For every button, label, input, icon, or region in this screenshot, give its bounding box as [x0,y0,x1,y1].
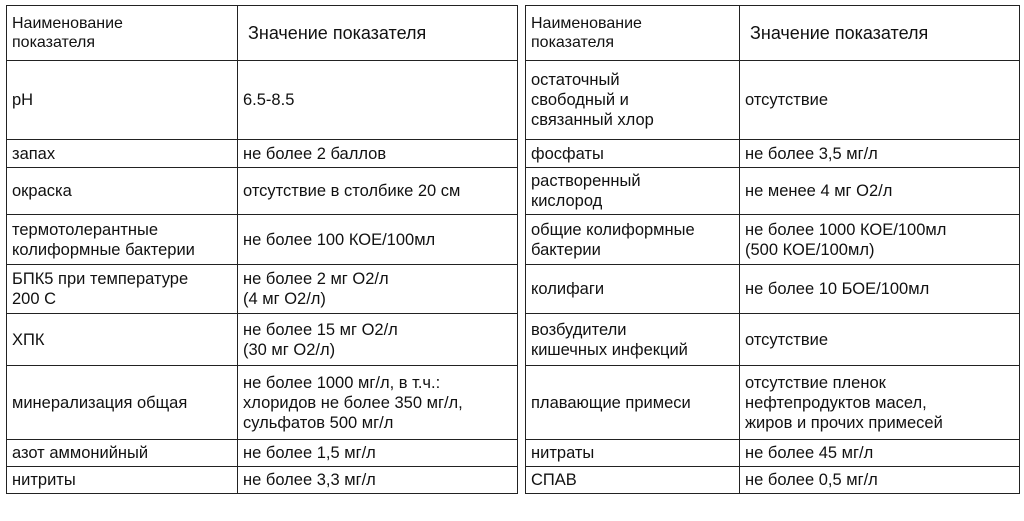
table-row [526,61,1020,140]
indicator-name: возбудители кишечных инфекций [526,314,740,366]
table-row [526,168,1020,215]
indicator-name: фосфаты [526,140,740,168]
indicator-name: ХПК [7,314,238,366]
table-row [7,61,518,140]
header-indicator-name: Наименование показателя [7,6,238,61]
indicator-name: остаточный свободный и связанный хлор [526,61,740,140]
indicator-value: не более 15 мг О2/л (30 мг О2/л) [238,314,518,366]
table-row [526,314,1020,366]
indicator-value: отсутствие [740,61,1020,140]
table-row [7,440,518,467]
indicator-value: отсутствие в столбике 20 см [238,168,518,215]
indicator-value: не менее 4 мг О2/л [740,168,1020,215]
indicator-name: нитриты [7,467,238,494]
table-row [7,140,518,168]
indicator-name: СПАВ [526,467,740,494]
indicator-name: окраска [7,168,238,215]
indicator-value: не более 3,3 мг/л [238,467,518,494]
table-row [7,366,518,440]
table-row [526,140,1020,168]
indicator-name: плавающие примеси [526,366,740,440]
table-row [7,467,518,494]
indicator-value: отсутствие пленок нефтепродуктов масел, жиров и прочих примесей [740,366,1020,440]
table-row [526,265,1020,314]
table-row [7,168,518,215]
indicator-name: запах [7,140,238,168]
indicator-value: не более 2 мг О2/л (4 мг О2/л) [238,265,518,314]
indicator-name: БПК5 при температуре 200 С [7,265,238,314]
header-row [7,6,518,61]
indicator-value: не более 10 БОЕ/100мл [740,265,1020,314]
header-indicator-value: Значение показателя [238,6,518,61]
table-row [526,440,1020,467]
right-indicator-table [525,5,1020,494]
indicator-value: не более 1000 КОЕ/100мл (500 КОЕ/100мл) [740,215,1020,265]
indicator-name: растворенный кислород [526,168,740,215]
header-indicator-value: Значение показателя [740,6,1020,61]
table-row [7,265,518,314]
table-row [7,215,518,265]
indicator-value: не более 1000 мг/л, в т.ч.: хлоридов не более 350 мг/л, сульфатов 500 мг/л [238,366,518,440]
table-row [526,467,1020,494]
left-indicator-table [6,5,518,494]
indicator-name: pH [7,61,238,140]
indicator-value: не более 0,5 мг/л [740,467,1020,494]
indicator-name: нитраты [526,440,740,467]
indicator-value: не более 1,5 мг/л [238,440,518,467]
indicator-name: общие колиформные бактерии [526,215,740,265]
indicator-value: не более 3,5 мг/л [740,140,1020,168]
header-indicator-name: Наименование показателя [526,6,740,61]
indicator-value: 6.5-8.5 [238,61,518,140]
table-row [526,366,1020,440]
indicator-value: не более 100 КОЕ/100мл [238,215,518,265]
indicator-name: азот аммонийный [7,440,238,467]
indicator-name: термотолерантные колиформные бактерии [7,215,238,265]
indicator-name: колифаги [526,265,740,314]
indicator-name: минерализация общая [7,366,238,440]
table-row [526,215,1020,265]
indicator-value: отсутствие [740,314,1020,366]
indicator-value: не более 2 баллов [238,140,518,168]
header-row [526,6,1020,61]
indicator-value: не более 45 мг/л [740,440,1020,467]
table-row [7,314,518,366]
